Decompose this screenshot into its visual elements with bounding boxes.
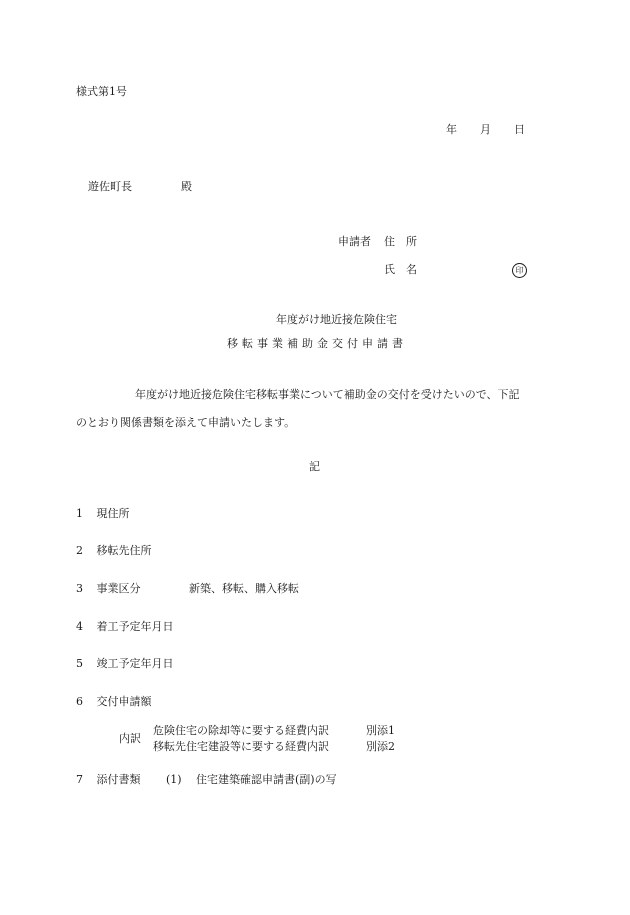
item-number: 1 bbox=[76, 507, 83, 520]
item-number: 4 bbox=[76, 620, 83, 633]
seal-mark bbox=[512, 263, 527, 278]
item-6 bbox=[76, 696, 152, 707]
breakdown-label: 内訳 bbox=[119, 732, 141, 745]
document-title-line2: 移転事業補助金交付申請書 bbox=[227, 337, 407, 350]
item-label: 事業区分 bbox=[96, 582, 141, 595]
item-label: 添付書類 bbox=[96, 773, 141, 786]
date-day: 日 bbox=[514, 123, 525, 136]
item-number: 3 bbox=[76, 582, 83, 595]
item-3-value: 新築、移転、購入移転 bbox=[189, 582, 299, 595]
breakdown-row-2-ref: 別添2 bbox=[366, 740, 395, 753]
document-title-line1: 年度がけ地近接危険住宅 bbox=[276, 313, 397, 326]
item-label: 竣工予定年月日 bbox=[96, 657, 174, 670]
item-4 bbox=[76, 621, 174, 632]
item-number: 2 bbox=[76, 544, 83, 557]
item-label: 着工予定年月日 bbox=[96, 620, 174, 633]
item-number: 7 bbox=[76, 773, 83, 786]
item-2 bbox=[76, 545, 152, 556]
addressee-honorific: 殿 bbox=[181, 180, 192, 193]
item-7 bbox=[76, 774, 141, 785]
addressee-title: 遊佐町長 bbox=[88, 180, 132, 193]
item-number: 6 bbox=[76, 695, 83, 708]
item-1 bbox=[76, 508, 130, 519]
item-number: 5 bbox=[76, 657, 83, 670]
attachment-text: 住宅建築確認申請書(副)の写 bbox=[196, 773, 337, 786]
applicant-address-label: 住 所 bbox=[384, 235, 417, 248]
item-label: 移転先住所 bbox=[96, 544, 152, 557]
seal-icon: 印 bbox=[512, 263, 527, 278]
item-label: 交付申請額 bbox=[96, 695, 152, 708]
body-text-line1: 年度がけ地近接危険住宅移転事業について補助金の交付を受けたいので、下記 bbox=[135, 388, 520, 401]
ki-heading: 記 bbox=[309, 460, 320, 473]
applicant-label: 申請者 bbox=[338, 235, 371, 248]
item-label: 現住所 bbox=[96, 507, 130, 520]
breakdown-row-2-text: 移転先住宅建設等に要する経費内訳 bbox=[153, 740, 329, 753]
breakdown-row-1-text: 危険住宅の除却等に要する経費内訳 bbox=[153, 724, 329, 737]
applicant-name-label: 氏 名 bbox=[384, 263, 417, 276]
date-year: 年 bbox=[446, 123, 457, 136]
item-3 bbox=[76, 583, 141, 594]
attachment-number: (1) bbox=[166, 773, 182, 786]
date-month: 月 bbox=[480, 123, 491, 136]
body-text-line2: のとおり関係書類を添えて申請いたします。 bbox=[76, 416, 296, 429]
form-number: 様式第1号 bbox=[76, 85, 127, 98]
breakdown-row-1-ref: 別添1 bbox=[366, 724, 395, 737]
item-5 bbox=[76, 658, 174, 669]
